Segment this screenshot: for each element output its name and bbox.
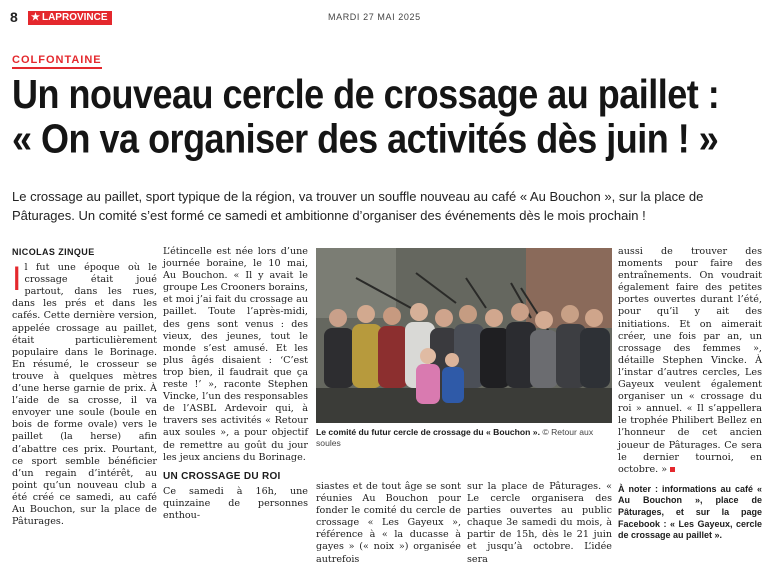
article-column-3 [316,481,461,566]
body-text: l fut une époque où le crossage était joué partout, dans les rues, dans les prés et dans les cafés. Cette dernière version, appelée crossage au paillet, était particulièrement populaire dans le Borinage. En résumé, le crosseur se trouve à quelques mètres d’une herse garnie de prix. À l’aide de sa crosse, il va envoyer une soule (boule en bois de forme ovale) vers le paillet (la herse) afin d’abattre ces prix. Pourtant, ce sport semble bénéficier d’un regain d’intérêt, au point qu’un nouveau club a été créé ce samedi, au café Au Bouchon, sur la place de Pâturages. [12,262,157,528]
byline: NICOLAS ZINQUE [12,247,95,257]
paragraph [12,262,157,528]
article-column-4 [467,481,612,566]
newspaper-logo[interactable] [28,11,112,25]
section-tag: COLFONTAINE [12,54,102,69]
star-icon: ★ [31,12,40,23]
article-photo[interactable] [316,248,612,423]
paragraph [618,246,762,476]
body-text: aussi de trouver des moments pour faire des entraînements. On voudrait également faire des petites portes ouvertes durant l’été, pour qu’il y ait des initiations. Et on aimerait créer, une fois par an, un crossage des femmes », détaille Stephen Vincke. À l’instar d’autres cercles, Les Gayeux veulent également organiser un « crossage du roi » annuel. « Il s’appellera le trophée Philibert Bellez en l’honneur de cet ancien joueur de Pâturages. Ce sera le dernier tournoi, en octobre. » [618,246,762,475]
logo-text: LAPROVINCE [41,12,108,23]
photo-caption [316,427,612,449]
body-text: sur la place de Pâturages. « Le cercle organisera des parties ouvertes au public chaque 3e samedi du mois, à partir de 15h, dès le 21 juin et jusqu’à octobre. L’idée sera [467,481,612,565]
page-number: 8 [10,9,18,25]
page-header [6,8,762,30]
body-text: siastes et de tout âge se sont réunies Au Bouchon pour fonder le comité du cercle de crossage « Les Gayeux », référence à « la ducasse à gayes » (« noix ») organisée autrefois [316,481,461,565]
lead-paragraph: Le crossage au paillet, sport typique de la région, va trouver un souffle nouveau au café « Au Bouchon », sur la place de Pâturages. Un comité s’est formé ce samedi et ambitionne d’organiser des événements dès le mois prochain ! [12,189,704,223]
issue-date: MARDI 27 MAI 2025 [328,12,421,22]
info-note: À noter : informations au café « Au Bouchon », place de Pâturages, et sur la page Facebook : « Les Gayeux, cercle de crossage au paillet ». [618,483,762,541]
drop-cap: I [12,260,22,299]
group-photo-image [316,248,612,423]
caption-text: Le comité du futur cercle de crossage du « Bouchon ». [316,427,540,437]
photo-credit: © Retour aux soules [316,427,594,448]
headline-line-2: « On va organiser des activités dès juin ! » [12,115,719,162]
body-text: Ce samedi à 16h, une quinzaine de personnes enthou- [163,485,308,521]
article-column-1 [12,246,157,528]
article-column-2 [163,246,308,522]
headline [12,72,760,162]
body-text: L’étincelle est née lors d’une journée boraine, le 10 mai, Au Bouchon. « Il y avait le groupe Les Crooners borains, et moi j’ai fait du crossage au paillet. Toute l’après-midi, des gens sont venus : des vieux, des jeunes, tout le monde s’est amusé. Et les plus âgés disaient : ‘C’est trop bien, il faudrait que ça reste !’ », raconte Stephen Vincke, l’un des responsables de l’ASBL Ardevoir qui, à travers ses activités « Retour aux soules », a pour objectif de remettre au goût du jour les jeux anciens du Borinage. [163,246,308,463]
end-of-article-mark [670,467,675,472]
subheading: UN CROSSAGE DU ROI [163,470,281,482]
headline-line-1: Un nouveau cercle de crossage au paillet : [12,70,720,117]
article-column-5 [618,246,762,542]
